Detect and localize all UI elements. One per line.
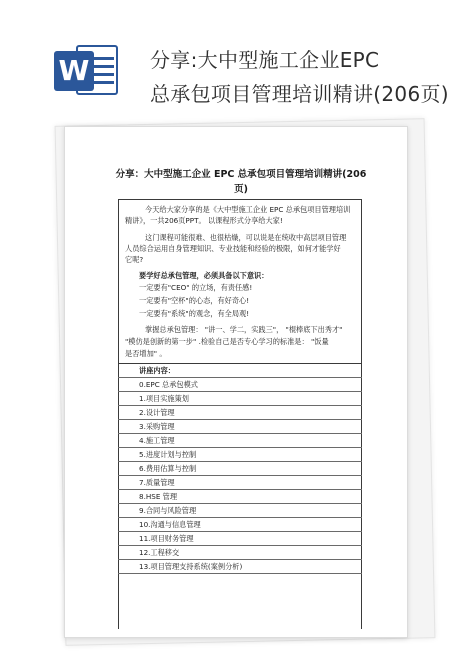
toc-heading: 讲座内容： bbox=[139, 366, 175, 375]
toc-item: 9.合同与风险管理 bbox=[139, 506, 197, 515]
toc-rule bbox=[118, 545, 362, 546]
toc-item: 13.项目管理支持系统(案例分析) bbox=[139, 562, 243, 571]
page-title-line-1: 分享:大中型施工企业EPC bbox=[150, 48, 380, 72]
toc-rule bbox=[118, 447, 362, 448]
toc-rule bbox=[118, 573, 362, 574]
toc-item: 3.采购管理 bbox=[139, 422, 175, 431]
toc-rule bbox=[118, 461, 362, 462]
document-page bbox=[64, 126, 408, 638]
toc-item: 6.费用估算与控制 bbox=[139, 464, 197, 473]
toc-item: 0.EPC 总承包模式 bbox=[139, 380, 198, 389]
must-item: 一定要有"系统"的观念，有全局观! bbox=[139, 309, 250, 318]
method-line: "模仿是创新的第一步" .检验自己是否专心学习的标准是： "饭量 bbox=[125, 337, 329, 346]
page-title-line-2: 总承包项目管理培训精讲(206页) bbox=[150, 82, 449, 106]
method-line: 掌握总承包管理： "讲一、学二，实践三"， "棍棒底下出秀才" bbox=[145, 325, 343, 334]
toc-item: 12.工程移交 bbox=[139, 548, 180, 557]
word-icon bbox=[54, 43, 120, 97]
box-top-rule bbox=[118, 199, 362, 200]
section-rule bbox=[118, 363, 362, 364]
toc-rule bbox=[118, 405, 362, 406]
header bbox=[0, 0, 474, 118]
toc-item: 11.项目财务管理 bbox=[139, 534, 194, 543]
word-icon-letter: W bbox=[54, 51, 94, 91]
method-line: 是否增加" 。 bbox=[125, 349, 167, 358]
toc-item: 2.设计管理 bbox=[139, 408, 175, 417]
must-item: 一定要有"空杯"的心态，有好奇心! bbox=[139, 296, 250, 305]
intro-line: 人员综合运用自身管理知识、专业技能和经验的极限，如何才能学好 bbox=[125, 244, 341, 253]
intro-line: 它呢? bbox=[125, 255, 144, 264]
document-title-line-1: 分享：大中型施工企业 EPC 总承包项目管理培训精讲(206 bbox=[115, 169, 367, 180]
document-title-line-2: 页) bbox=[234, 184, 248, 195]
intro-line: 这门课程可能很难、也很枯燥，可以说是在统收中高层项目管理 bbox=[145, 233, 347, 242]
toc-rule bbox=[118, 377, 362, 378]
intro-line: 精讲》，一共206页PPT。 以课程形式分享给大家! bbox=[125, 216, 283, 225]
toc-item: 10.沟通与信息管理 bbox=[139, 520, 201, 529]
toc-rule bbox=[118, 475, 362, 476]
toc-rule bbox=[118, 517, 362, 518]
toc-rule bbox=[118, 391, 362, 392]
toc-rule bbox=[118, 489, 362, 490]
document-title bbox=[105, 167, 377, 197]
toc-rule bbox=[118, 531, 362, 532]
toc-item: 4.施工管理 bbox=[139, 436, 175, 445]
toc-item: 5.进度计划与控制 bbox=[139, 450, 197, 459]
toc-item: 7.质量管理 bbox=[139, 478, 175, 487]
toc-item: 8.HSE 管理 bbox=[139, 492, 178, 501]
intro-line: 今天给大家分享的是《大中型施工企业 EPC 总承包项目管理培训 bbox=[145, 205, 351, 214]
toc-rule bbox=[118, 503, 362, 504]
toc-rule bbox=[118, 433, 362, 434]
must-item: 一定要有"CEO" 的立场，有责任感! bbox=[139, 283, 253, 292]
toc-rule bbox=[118, 419, 362, 420]
must-heading: 要学好总承包管理，必须具备以下意识： bbox=[139, 271, 269, 280]
toc-rule bbox=[118, 559, 362, 560]
toc-item: 1.项目实施策划 bbox=[139, 394, 189, 403]
